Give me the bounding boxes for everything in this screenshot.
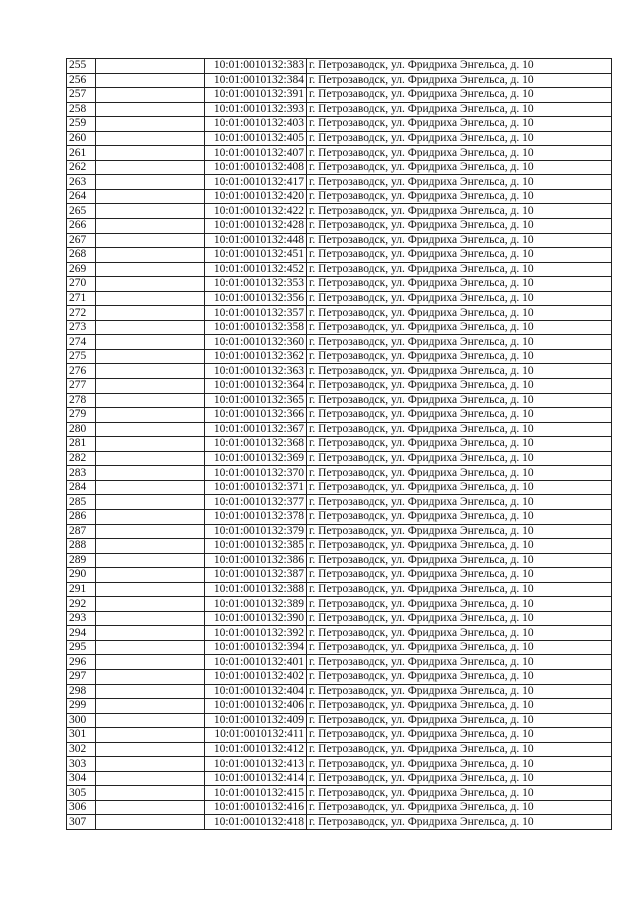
address-cell: г. Петрозаводск, ул. Фридриха Энгельса, д. 10 [307,524,612,539]
table-row [67,480,612,495]
address-cell: г. Петрозаводск, ул. Фридриха Энгельса, д. 10 [307,335,612,350]
cadastral-number-cell: 10:01:0010132:385 [205,539,307,554]
address-cell: г. Петрозаводск, ул. Фридриха Энгельса, д. 10 [307,553,612,568]
owner-cell [96,117,205,132]
cadastral-number-cell: 10:01:0010132:404 [205,684,307,699]
owner-cell [96,597,205,612]
row-number-cell: 302 [67,742,96,757]
table-row [67,349,612,364]
address-cell: г. Петрозаводск, ул. Фридриха Энгельса, д. 10 [307,73,612,88]
table-row [67,815,612,830]
cadastral-number-cell: 10:01:0010132:408 [205,160,307,175]
owner-cell [96,568,205,583]
row-number-cell: 261 [67,146,96,161]
address-cell: г. Петрозаводск, ул. Фридриха Энгельса, д. 10 [307,771,612,786]
cadastral-number-cell: 10:01:0010132:417 [205,175,307,190]
row-number-cell: 295 [67,640,96,655]
row-number-cell: 263 [67,175,96,190]
cadastral-number-cell: 10:01:0010132:360 [205,335,307,350]
owner-cell [96,73,205,88]
row-number-cell: 301 [67,728,96,743]
row-number-cell: 262 [67,160,96,175]
address-cell: г. Петрозаводск, ул. Фридриха Энгельса, д. 10 [307,320,612,335]
cadastral-number-cell: 10:01:0010132:356 [205,291,307,306]
row-number-cell: 300 [67,713,96,728]
cadastral-number-cell: 10:01:0010132:422 [205,204,307,219]
cadastral-number-cell: 10:01:0010132:418 [205,815,307,830]
address-cell: г. Петрозаводск, ул. Фридриха Энгельса, д. 10 [307,597,612,612]
address-cell: г. Петрозаводск, ул. Фридриха Энгельса, д. 10 [307,626,612,641]
row-number-cell: 281 [67,437,96,452]
row-number-cell: 284 [67,480,96,495]
address-cell: г. Петрозаводск, ул. Фридриха Энгельса, д. 10 [307,379,612,394]
owner-cell [96,582,205,597]
owner-cell [96,277,205,292]
owner-cell [96,713,205,728]
cadastral-number-cell: 10:01:0010132:392 [205,626,307,641]
table-row [67,364,612,379]
row-number-cell: 307 [67,815,96,830]
table-row [67,160,612,175]
row-number-cell: 299 [67,699,96,714]
table-row [67,699,612,714]
row-number-cell: 291 [67,582,96,597]
cadastral-number-cell: 10:01:0010132:428 [205,219,307,234]
table-row [67,73,612,88]
property-registry-table [66,58,612,830]
address-cell: г. Петрозаводск, ул. Фридриха Энгельса, д. 10 [307,277,612,292]
row-number-cell: 294 [67,626,96,641]
owner-cell [96,393,205,408]
cadastral-number-cell: 10:01:0010132:370 [205,466,307,481]
address-cell: г. Петрозаводск, ул. Фридриха Энгельса, д. 10 [307,306,612,321]
owner-cell [96,611,205,626]
table-row [67,626,612,641]
table-row [67,786,612,801]
row-number-cell: 275 [67,349,96,364]
address-cell: г. Петрозаводск, ул. Фридриха Энгельса, д. 10 [307,131,612,146]
cadastral-number-cell: 10:01:0010132:379 [205,524,307,539]
address-cell: г. Петрозаводск, ул. Фридриха Энгельса, д. 10 [307,786,612,801]
table-row [67,189,612,204]
row-number-cell: 259 [67,117,96,132]
address-cell: г. Петрозаводск, ул. Фридриха Энгельса, д. 10 [307,88,612,103]
table-row [67,524,612,539]
table-row [67,379,612,394]
cadastral-number-cell: 10:01:0010132:415 [205,786,307,801]
owner-cell [96,233,205,248]
table-row [67,466,612,481]
owner-cell [96,553,205,568]
cadastral-number-cell: 10:01:0010132:367 [205,422,307,437]
address-cell: г. Петрозаводск, ул. Фридриха Энгельса, д. 10 [307,175,612,190]
address-cell: г. Петрозаводск, ул. Фридриха Энгельса, д. 10 [307,480,612,495]
address-cell: г. Петрозаводск, ул. Фридриха Энгельса, д. 10 [307,262,612,277]
table-row [67,393,612,408]
owner-cell [96,189,205,204]
owner-cell [96,684,205,699]
row-number-cell: 273 [67,320,96,335]
owner-cell [96,509,205,524]
address-cell: г. Петрозаводск, ул. Фридриха Энгельса, д. 10 [307,349,612,364]
owner-cell [96,204,205,219]
table-row [67,655,612,670]
row-number-cell: 256 [67,73,96,88]
address-cell: г. Петрозаводск, ул. Фридриха Энгельса, д. 10 [307,640,612,655]
address-cell: г. Петрозаводск, ул. Фридриха Энгельса, д. 10 [307,728,612,743]
owner-cell [96,495,205,510]
row-number-cell: 306 [67,800,96,815]
cadastral-number-cell: 10:01:0010132:357 [205,306,307,321]
cadastral-number-cell: 10:01:0010132:378 [205,509,307,524]
table-row [67,146,612,161]
owner-cell [96,291,205,306]
cadastral-number-cell: 10:01:0010132:353 [205,277,307,292]
address-cell: г. Петрозаводск, ул. Фридриха Энгельса, д. 10 [307,437,612,452]
address-cell: г. Петрозаводск, ул. Фридриха Энгельса, д. 10 [307,291,612,306]
row-number-cell: 304 [67,771,96,786]
address-cell: г. Петрозаводск, ул. Фридриха Энгельса, д. 10 [307,160,612,175]
cadastral-number-cell: 10:01:0010132:412 [205,742,307,757]
row-number-cell: 264 [67,189,96,204]
owner-cell [96,422,205,437]
cadastral-number-cell: 10:01:0010132:362 [205,349,307,364]
owner-cell [96,88,205,103]
address-cell: г. Петрозаводск, ул. Фридриха Энгельса, д. 10 [307,422,612,437]
owner-cell [96,364,205,379]
table-row [67,335,612,350]
table-row [67,262,612,277]
owner-cell [96,160,205,175]
row-number-cell: 274 [67,335,96,350]
table-row [67,59,612,74]
owner-cell [96,669,205,684]
row-number-cell: 285 [67,495,96,510]
owner-cell [96,349,205,364]
row-number-cell: 303 [67,757,96,772]
address-cell: г. Петрозаводск, ул. Фридриха Энгельса, д. 10 [307,59,612,74]
row-number-cell: 271 [67,291,96,306]
cadastral-number-cell: 10:01:0010132:451 [205,248,307,263]
cadastral-number-cell: 10:01:0010132:414 [205,771,307,786]
row-number-cell: 258 [67,102,96,117]
row-number-cell: 276 [67,364,96,379]
table-row [67,640,612,655]
owner-cell [96,262,205,277]
table-row [67,495,612,510]
row-number-cell: 305 [67,786,96,801]
table-body [67,59,612,830]
owner-cell [96,786,205,801]
cadastral-number-cell: 10:01:0010132:363 [205,364,307,379]
cadastral-number-cell: 10:01:0010132:387 [205,568,307,583]
owner-cell [96,466,205,481]
address-cell: г. Петрозаводск, ул. Фридриха Энгельса, д. 10 [307,742,612,757]
address-cell: г. Петрозаводск, ул. Фридриха Энгельса, д. 10 [307,146,612,161]
owner-cell [96,626,205,641]
cadastral-number-cell: 10:01:0010132:405 [205,131,307,146]
table-row [67,117,612,132]
address-cell: г. Петрозаводск, ул. Фридриха Энгельса, д. 10 [307,800,612,815]
address-cell: г. Петрозаводск, ул. Фридриха Энгельса, д. 10 [307,248,612,263]
address-cell: г. Петрозаводск, ул. Фридриха Энгельса, д. 10 [307,655,612,670]
row-number-cell: 277 [67,379,96,394]
cadastral-number-cell: 10:01:0010132:383 [205,59,307,74]
owner-cell [96,742,205,757]
table-row [67,553,612,568]
row-number-cell: 290 [67,568,96,583]
table-row [67,771,612,786]
owner-cell [96,335,205,350]
address-cell: г. Петрозаводск, ул. Фридриха Энгельса, д. 10 [307,117,612,132]
table-row [67,742,612,757]
cadastral-number-cell: 10:01:0010132:384 [205,73,307,88]
cadastral-number-cell: 10:01:0010132:403 [205,117,307,132]
address-cell: г. Петрозаводск, ул. Фридриха Энгельса, д. 10 [307,713,612,728]
row-number-cell: 266 [67,219,96,234]
table-row [67,728,612,743]
cadastral-number-cell: 10:01:0010132:368 [205,437,307,452]
owner-cell [96,59,205,74]
address-cell: г. Петрозаводск, ул. Фридриха Энгельса, д. 10 [307,102,612,117]
address-cell: г. Петрозаводск, ул. Фридриха Энгельса, д. 10 [307,364,612,379]
cadastral-number-cell: 10:01:0010132:393 [205,102,307,117]
owner-cell [96,146,205,161]
cadastral-number-cell: 10:01:0010132:401 [205,655,307,670]
cadastral-number-cell: 10:01:0010132:377 [205,495,307,510]
row-number-cell: 255 [67,59,96,74]
cadastral-number-cell: 10:01:0010132:394 [205,640,307,655]
cadastral-number-cell: 10:01:0010132:402 [205,669,307,684]
table-row [67,597,612,612]
address-cell: г. Петрозаводск, ул. Фридриха Энгельса, д. 10 [307,539,612,554]
cadastral-number-cell: 10:01:0010132:369 [205,451,307,466]
row-number-cell: 287 [67,524,96,539]
table-row [67,233,612,248]
owner-cell [96,437,205,452]
address-cell: г. Петрозаводск, ул. Фридриха Энгельса, д. 10 [307,495,612,510]
table-row [67,422,612,437]
owner-cell [96,306,205,321]
table-row [67,684,612,699]
owner-cell [96,248,205,263]
table-row [67,248,612,263]
address-cell: г. Петрозаводск, ул. Фридриха Энгельса, д. 10 [307,189,612,204]
cadastral-number-cell: 10:01:0010132:365 [205,393,307,408]
row-number-cell: 268 [67,248,96,263]
cadastral-number-cell: 10:01:0010132:409 [205,713,307,728]
address-cell: г. Петрозаводск, ул. Фридриха Энгельса, д. 10 [307,509,612,524]
table-row [67,509,612,524]
address-cell: г. Петрозаводск, ул. Фридриха Энгельса, д. 10 [307,219,612,234]
address-cell: г. Петрозаводск, ул. Фридриха Энгельса, д. 10 [307,669,612,684]
owner-cell [96,320,205,335]
owner-cell [96,102,205,117]
table-row [67,713,612,728]
owner-cell [96,815,205,830]
row-number-cell: 296 [67,655,96,670]
owner-cell [96,451,205,466]
table-row [67,175,612,190]
row-number-cell: 286 [67,509,96,524]
address-cell: г. Петрозаводск, ул. Фридриха Энгельса, д. 10 [307,408,612,423]
row-number-cell: 288 [67,539,96,554]
row-number-cell: 289 [67,553,96,568]
owner-cell [96,379,205,394]
table-row [67,582,612,597]
owner-cell [96,655,205,670]
row-number-cell: 279 [67,408,96,423]
row-number-cell: 267 [67,233,96,248]
cadastral-number-cell: 10:01:0010132:358 [205,320,307,335]
address-cell: г. Петрозаводск, ул. Фридриха Энгельса, д. 10 [307,393,612,408]
owner-cell [96,219,205,234]
address-cell: г. Петрозаводск, ул. Фридриха Энгельса, д. 10 [307,582,612,597]
row-number-cell: 278 [67,393,96,408]
address-cell: г. Петрозаводск, ул. Фридриха Энгельса, д. 10 [307,699,612,714]
cadastral-number-cell: 10:01:0010132:389 [205,597,307,612]
owner-cell [96,524,205,539]
cadastral-number-cell: 10:01:0010132:364 [205,379,307,394]
row-number-cell: 292 [67,597,96,612]
owner-cell [96,539,205,554]
table-row [67,669,612,684]
row-number-cell: 269 [67,262,96,277]
table-row [67,277,612,292]
cadastral-number-cell: 10:01:0010132:388 [205,582,307,597]
cadastral-number-cell: 10:01:0010132:407 [205,146,307,161]
owner-cell [96,480,205,495]
address-cell: г. Петрозаводск, ул. Фридриха Энгельса, д. 10 [307,568,612,583]
cadastral-number-cell: 10:01:0010132:452 [205,262,307,277]
address-cell: г. Петрозаводск, ул. Фридриха Энгельса, д. 10 [307,684,612,699]
row-number-cell: 293 [67,611,96,626]
address-cell: г. Петрозаводск, ул. Фридриха Энгельса, д. 10 [307,611,612,626]
owner-cell [96,408,205,423]
owner-cell [96,640,205,655]
owner-cell [96,800,205,815]
cadastral-number-cell: 10:01:0010132:390 [205,611,307,626]
table-row [67,291,612,306]
address-cell: г. Петрозаводск, ул. Фридриха Энгельса, д. 10 [307,204,612,219]
table-row [67,306,612,321]
owner-cell [96,699,205,714]
table-row [67,131,612,146]
row-number-cell: 297 [67,669,96,684]
cadastral-number-cell: 10:01:0010132:406 [205,699,307,714]
table-row [67,204,612,219]
owner-cell [96,131,205,146]
owner-cell [96,175,205,190]
table-row [67,437,612,452]
row-number-cell: 283 [67,466,96,481]
table-row [67,757,612,772]
owner-cell [96,728,205,743]
cadastral-number-cell: 10:01:0010132:413 [205,757,307,772]
row-number-cell: 257 [67,88,96,103]
table-row [67,88,612,103]
address-cell: г. Петрозаводск, ул. Фридриха Энгельса, д. 10 [307,451,612,466]
cadastral-number-cell: 10:01:0010132:371 [205,480,307,495]
cadastral-number-cell: 10:01:0010132:420 [205,189,307,204]
row-number-cell: 260 [67,131,96,146]
cadastral-number-cell: 10:01:0010132:366 [205,408,307,423]
address-cell: г. Петрозаводск, ул. Фридриха Энгельса, д. 10 [307,757,612,772]
row-number-cell: 270 [67,277,96,292]
table-row [67,611,612,626]
address-cell: г. Петрозаводск, ул. Фридриха Энгельса, д. 10 [307,466,612,481]
owner-cell [96,757,205,772]
table-row [67,102,612,117]
row-number-cell: 280 [67,422,96,437]
table-row [67,539,612,554]
table-row [67,800,612,815]
row-number-cell: 298 [67,684,96,699]
table-row [67,568,612,583]
document-page [66,58,612,830]
address-cell: г. Петрозаводск, ул. Фридриха Энгельса, д. 10 [307,815,612,830]
table-row [67,320,612,335]
table-row [67,451,612,466]
row-number-cell: 272 [67,306,96,321]
cadastral-number-cell: 10:01:0010132:411 [205,728,307,743]
cadastral-number-cell: 10:01:0010132:416 [205,800,307,815]
row-number-cell: 265 [67,204,96,219]
cadastral-number-cell: 10:01:0010132:386 [205,553,307,568]
cadastral-number-cell: 10:01:0010132:448 [205,233,307,248]
row-number-cell: 282 [67,451,96,466]
address-cell: г. Петрозаводск, ул. Фридриха Энгельса, д. 10 [307,233,612,248]
table-row [67,219,612,234]
owner-cell [96,771,205,786]
cadastral-number-cell: 10:01:0010132:391 [205,88,307,103]
table-row [67,408,612,423]
